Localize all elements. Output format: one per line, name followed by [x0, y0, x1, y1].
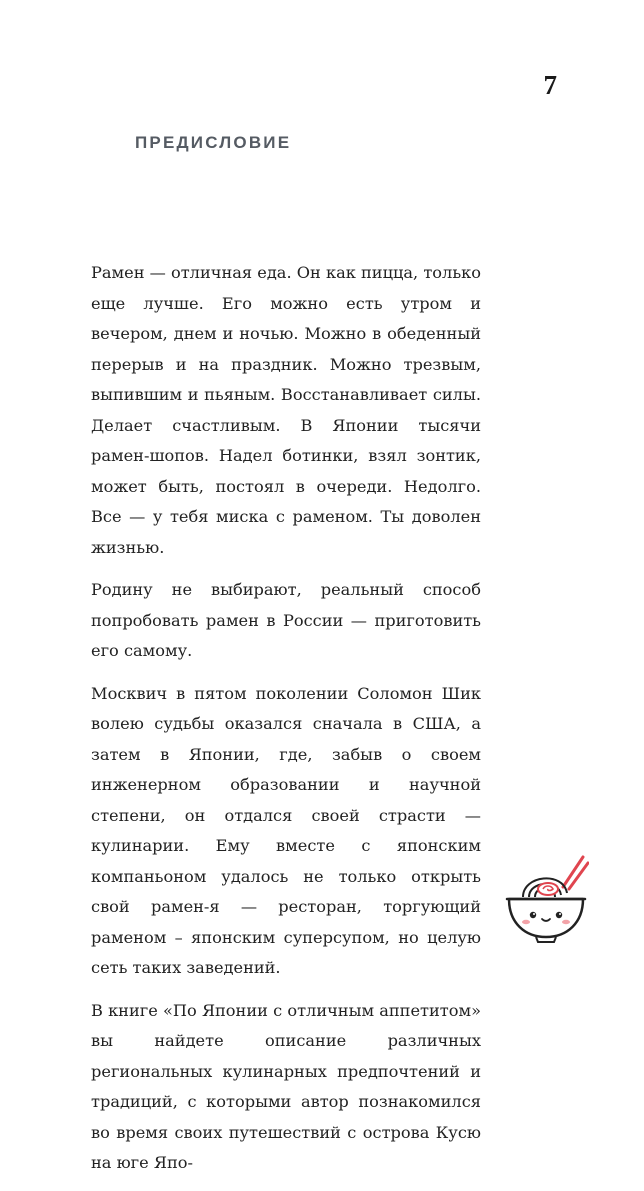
body-text	[91, 258, 481, 1191]
narutomaki-icon	[538, 883, 558, 895]
paragraph-1: Рамен — отличная еда. Он как пицца, только еще лучше. Его можно есть утром и вечером, днем и ночью. Можно в обеденный перерыв и на праздник. Можно трезвым, выпившим и пьяным. Восстанавливает силы. Делает счастливым. В Японии тысячи рамен-шопов. Надел ботинки, взял зонтик, может быть, постоял в очереди. Недолго. Все — у тебя миска с раменом. Ты доволен жизнью.	[91, 263, 481, 557]
page-number: 7	[543, 70, 557, 100]
paragraph-2: Родину не выбирают, реальный способ попробовать рамен в России — приготовить его самому.	[91, 580, 481, 660]
ramen-bowl-icon	[503, 853, 589, 943]
paragraph-4: В книге «По Японии с отличным аппетитом» вы найдете описание различных региональных кулинарных предпочтений и традиций, с которыми автор познакомился во время своих путешествий с острова Кусю на юге Япо-	[91, 1000, 481, 1172]
chopsticks-icon	[563, 857, 588, 889]
paragraph-3: Москвич в пятом поколении Соломон Шик волею судьбы оказался сначала в США, а затем в Японии, где, забыв о своем инженерном образовании и научной степени, он отдался своей страсти — кулинарии. Ему вместе с японским компаньоном удалось не только открыть свой рамен-я — ресторан, торгующий раменом – японским суперсупом, но целую сеть таких заведений.	[91, 683, 481, 977]
section-title: ПРЕДИСЛОВИЕ	[135, 133, 292, 152]
